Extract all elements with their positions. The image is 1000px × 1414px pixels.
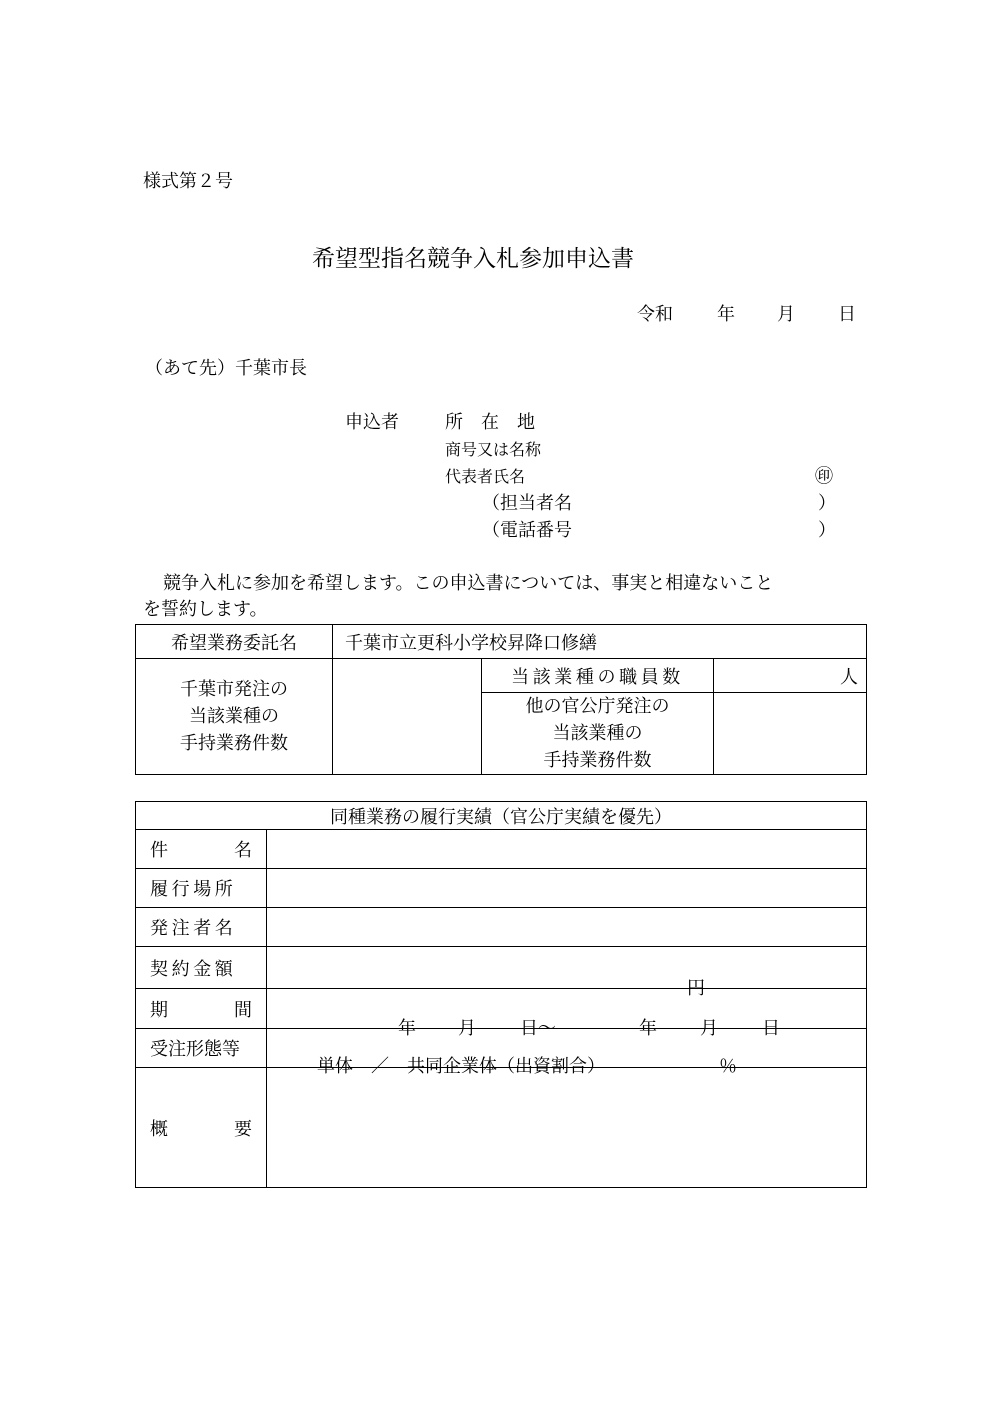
form-number: 様式第２号 xyxy=(143,171,233,192)
row-orderer-label: 発注者名 xyxy=(136,908,267,947)
period-month-start: 月 xyxy=(458,1017,476,1039)
contact-close-paren: ） xyxy=(818,493,836,514)
date-month: 月 xyxy=(777,304,795,325)
statement-line-2: を誓約します。 xyxy=(143,599,268,620)
row-form-label: 受注形態等 xyxy=(136,1029,267,1068)
address-label: 所 在 地 xyxy=(445,412,535,433)
city-orders-value[interactable] xyxy=(333,659,482,775)
track-record-header: 同種業務の履行実績（官公庁実績を優先） xyxy=(136,802,867,830)
row-location-value[interactable] xyxy=(267,869,867,908)
document-title: 希望型指名競争入札参加申込書 xyxy=(312,246,634,272)
phone-label: （電話番号 xyxy=(482,520,572,541)
addressee: （あて先）千葉市長 xyxy=(145,358,307,379)
phone-close-paren: ） xyxy=(818,520,836,541)
staff-count-value[interactable] xyxy=(714,659,867,693)
row-summary-label: 概 要 xyxy=(136,1068,267,1188)
period-year-end: 年 xyxy=(639,1017,657,1039)
other-orders-value[interactable] xyxy=(714,693,867,775)
row-name-label: 件 名 xyxy=(136,830,267,869)
company-label: 商号又は名称 xyxy=(445,440,542,459)
seal-icon: ㊞ xyxy=(815,466,833,487)
form-type-text: 単体 ／ 共同企業体（出資割合） xyxy=(317,1056,605,1077)
row-summary-value[interactable] xyxy=(267,1068,867,1188)
row-location-label: 履行場所 xyxy=(136,869,267,908)
date-era: 令和 xyxy=(637,304,673,325)
representative-label: 代表者氏名 xyxy=(445,467,526,486)
project-name-value: 千葉市立更科小学校昇降口修繕 xyxy=(333,625,867,659)
project-name-label: 希望業務委託名 xyxy=(136,625,333,659)
row-orderer-value[interactable] xyxy=(267,908,867,947)
row-period-value[interactable] xyxy=(267,989,867,1039)
project-table xyxy=(135,624,867,775)
row-name-value[interactable] xyxy=(267,830,867,869)
period-year-start: 年 xyxy=(398,1017,416,1039)
period-month-end: 月 xyxy=(700,1017,718,1039)
row-amount-label: 契約金額 xyxy=(136,947,267,989)
form-percent: ％ xyxy=(719,1056,737,1077)
date-day: 日 xyxy=(838,304,856,325)
other-orders-label: 他の官公庁発注の 当該業種の 手持業務件数 xyxy=(482,693,714,775)
statement-line-1: 競争入札に参加を希望します。この申込書については、事実と相違ないこと xyxy=(163,573,774,594)
applicant-label: 申込者 xyxy=(345,412,399,433)
track-record-table xyxy=(135,801,867,1188)
staff-count-label: 当該業種の職員数 xyxy=(482,659,714,693)
city-orders-label: 千葉市発注の 当該業種の 手持業務件数 xyxy=(136,659,333,775)
staff-unit: 人 xyxy=(840,666,859,688)
row-amount-value[interactable] xyxy=(267,947,867,999)
period-day-start: 日～ xyxy=(520,1017,556,1039)
amount-unit: 円 xyxy=(687,977,705,999)
contact-person-label: （担当者名 xyxy=(482,493,572,514)
row-period-label: 期 間 xyxy=(136,989,267,1029)
period-day-end: 日 xyxy=(762,1017,780,1039)
date-year: 年 xyxy=(717,304,735,325)
